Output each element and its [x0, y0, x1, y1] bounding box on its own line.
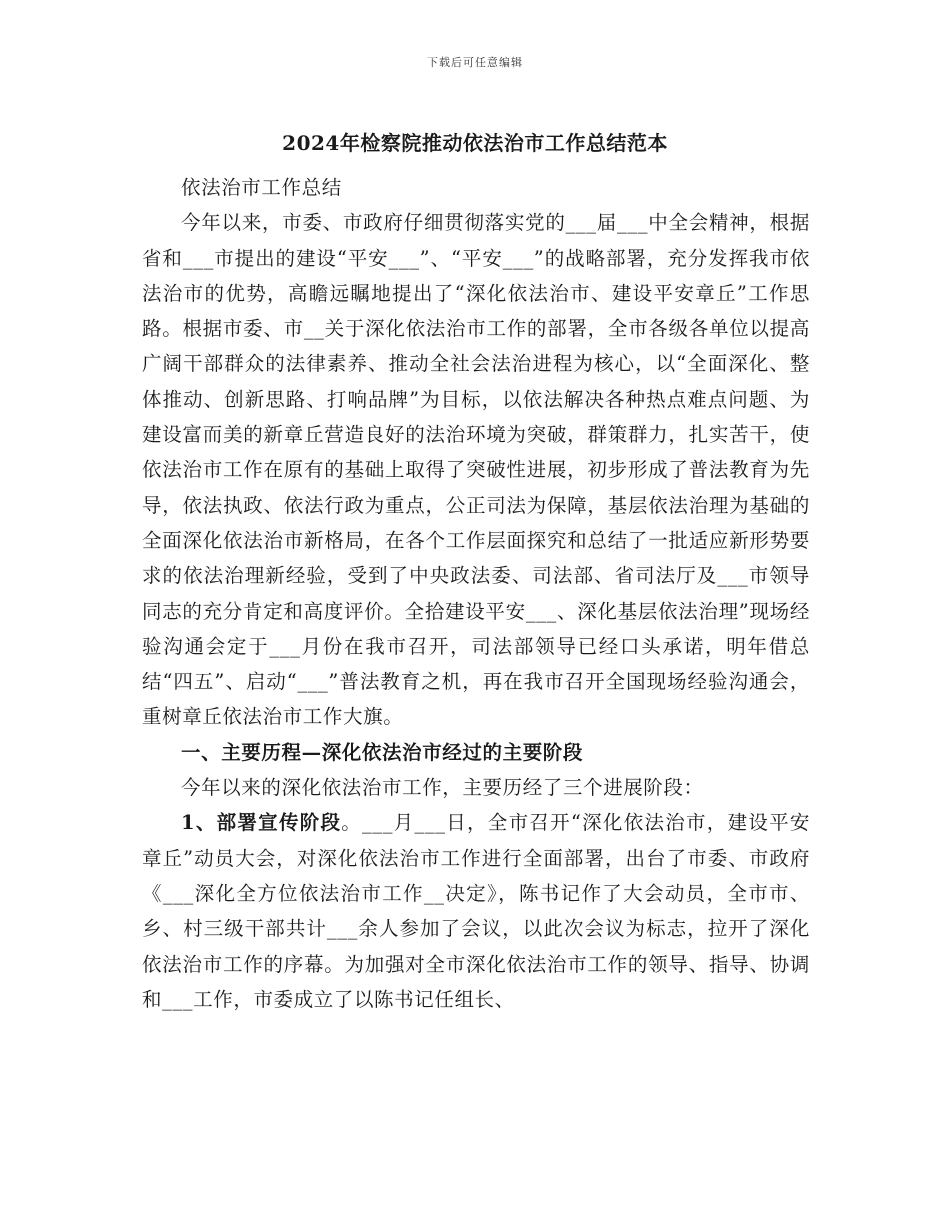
header-note: 下载后可任意编辑: [427, 56, 523, 69]
document-body: [142, 170, 810, 1017]
intro-heading: 依法治市工作总结: [181, 176, 342, 199]
paragraph-stages: 今年以来的深化依法治市工作，主要历经了三个进展阶段：: [181, 776, 704, 800]
section-heading-1: 一、主要历程—深化依法治市经过的主要阶段: [181, 740, 584, 764]
stage-1-body: 。___月___日，全市召开“深化依法治市，建设平安章丘”动员大会，对深化依法治市工作进行全面部署，出台了市委、市政府《___深化全方位依法治市工作__决定》，陈书记作了大会动员，全市市、乡、村三级干部共计___余人参加了会议，以此次会议为标志，拉开了深化依法治市工作的序幕。为加强对全市深化依法治市工作的领导、指导、协调和___工作，市委成立了以陈书记任组长、: [142, 811, 810, 1011]
document-title: 2024年检察院推动依法治市工作总结范本: [282, 131, 668, 155]
paragraph-stage-1: [142, 805, 810, 1017]
stage-1-lead: 1、部署宣传阶段: [181, 811, 342, 835]
paragraph-intro: 今年以来，市委、市政府仔细贯彻落实党的___届___中全会精神，根据省和___市提出的建设“平安___”、“平安___”的战略部署，充分发挥我市依法治市的优势，高瞻远瞩地提出了“深化依法治市、建设平安章丘”工作思路。根据市委、市__关于深化依法治市工作的部署，全市各级各单位以提高广阔干部群众的法律素养、推动全社会法治进程为核心，以“全面深化、整体推动、创新思路、打响品牌”为目标，以依法解决各种热点难点问题、为建设富而美的新章丘营造良好的法治环境为突破，群策群力，扎实苦干，使依法治市工作在原有的基础上取得了突破性进展，初步形成了普法教育为先导，依法执政、依法行政为重点，公正司法为保障，基层依法治理为基础的全面深化依法治市新格局，在各个工作层面探究和总结了一批适应新形势要求的依法治理新经验，受到了中央政法委、司法部、省司法厅及___市领导同志的充分肯定和高度评价。全拾建设平安___、深化基层依法治理”现场经验沟通会定于___月份在我市召开，司法部领导已经口头承诺，明年借总结“四五”、启动“___”普法教育之机，再在我市召开全国现场经验沟通会，重树章丘依法治市工作大旗。: [142, 211, 810, 729]
